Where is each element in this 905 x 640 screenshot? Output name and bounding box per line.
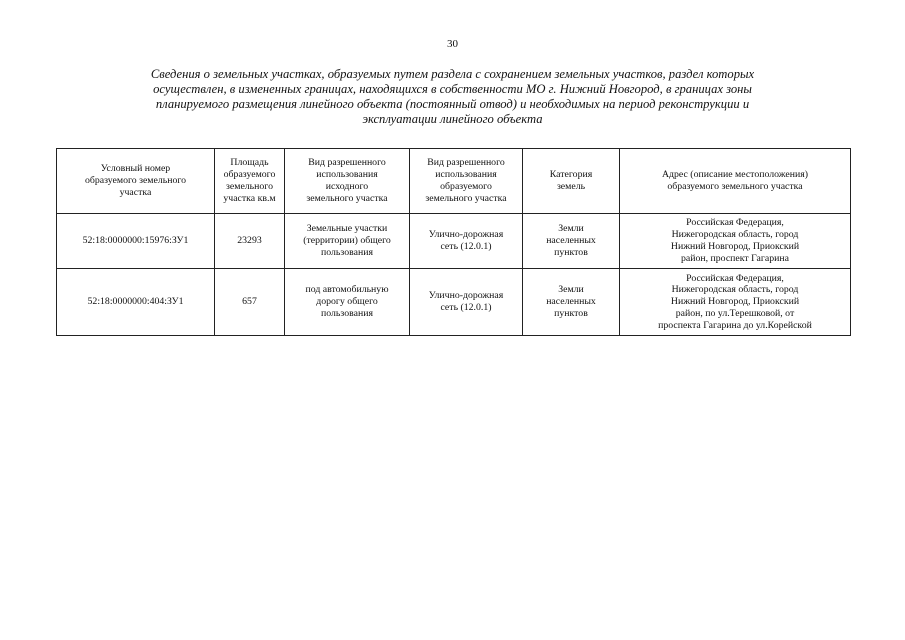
column-header-address: Адрес (описание местоположения) образуемого земельного участка [620, 149, 851, 214]
cadastral-number-cell: 52:18:0000000:404:ЗУ1 [57, 269, 215, 336]
table-header-row [57, 149, 851, 214]
column-header-land-category: Категория земель [523, 149, 620, 214]
address-cell: Российская Федерация, Нижегородская область, город Нижний Новгород, Приокский район, проспект Гагарина [620, 214, 851, 269]
land-category-cell: Земли населенных пунктов [523, 214, 620, 269]
title-line: планируемого размещения линейного объекта (постоянный отвод) и необходимых на период реконструкции и [155, 97, 750, 111]
document-title [80, 67, 825, 127]
area-cell: 23293 [215, 214, 285, 269]
column-header-original-use: Вид разрешенного использования исходного земельного участка [285, 149, 410, 214]
table-row [57, 214, 851, 269]
original-use-cell: под автомобильную дорогу общего пользования [285, 269, 410, 336]
area-cell: 657 [215, 269, 285, 336]
column-header-formed-use: Вид разрешенного использования образуемого земельного участка [410, 149, 523, 214]
address-cell: Российская Федерация, Нижегородская область, город Нижний Новгород, Приокский район, по ул.Терешковой, от проспекта Гагарина до ул.Корейской [620, 269, 851, 336]
cadastral-number-cell: 52:18:0000000:15976:ЗУ1 [57, 214, 215, 269]
original-use-cell: Земельные участки (территории) общего пользования [285, 214, 410, 269]
table-row [57, 269, 851, 336]
column-header-area: Площадь образуемого земельного участка кв.м [215, 149, 285, 214]
land-plots-table [56, 148, 851, 336]
title-line: Сведения о земельных участках, образуемых путем раздела с сохранением земельных участков, раздел которых [150, 67, 755, 81]
page-number: 30 [447, 38, 458, 50]
land-category-cell: Земли населенных пунктов [523, 269, 620, 336]
formed-use-cell: Улично-дорожная сеть (12.0.1) [410, 269, 523, 336]
formed-use-cell: Улично-дорожная сеть (12.0.1) [410, 214, 523, 269]
title-line: эксплуатации линейного объекта [362, 112, 543, 126]
column-header-cadastral-number: Условный номер образуемого земельного участка [57, 149, 215, 214]
title-line: осуществлен, в измененных границах, находящихся в собственности МО г. Нижний Новгород, в границах зоны [153, 82, 752, 96]
